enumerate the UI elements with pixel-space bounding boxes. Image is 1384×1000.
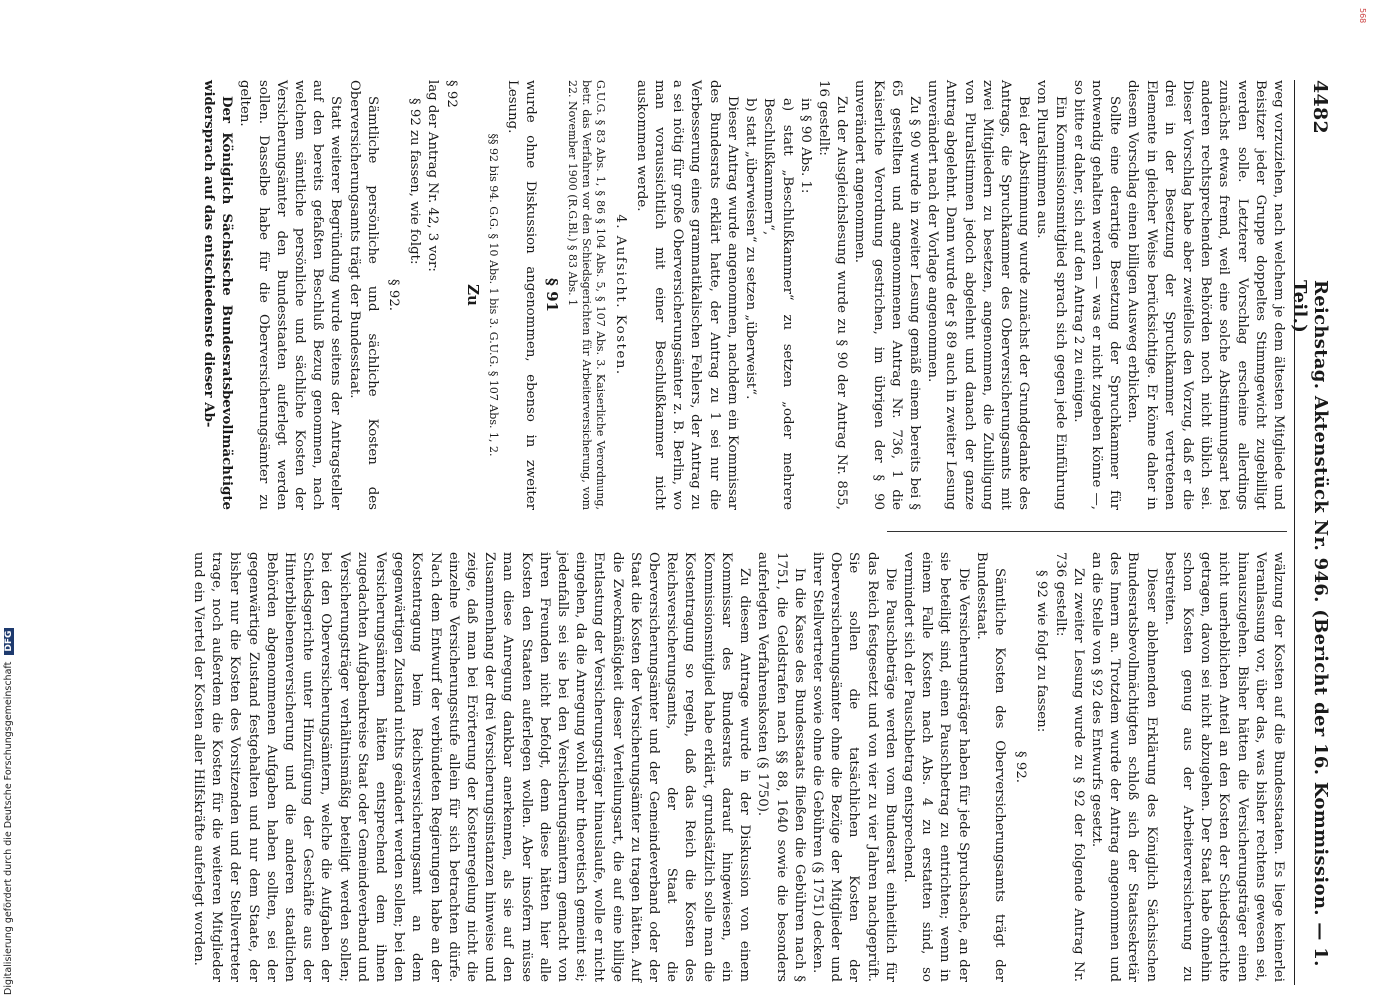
paragraph: Dieser Antrag wurde angenommen, nachdem ein Kommissar des Bundesrats erklärt hatte, der Antrag zu 1 sei nur die Verbesserung eines grammatikalischen Fehlers, der Antrag zu a sei nötig für große Oberversicherungsämter z. B. Berlin, wo man voraussichtlich mit einer Beschlußkammer nicht auskommen werde. bbox=[633, 80, 740, 510]
scan-corner-mark: 568 bbox=[1358, 8, 1367, 24]
list-item: in § 90 Abs. 1: bbox=[797, 98, 813, 194]
paragraph: Sämtliche Kosten des Oberversicherungsamts trägt der Bundesstaat. bbox=[973, 552, 1007, 982]
right-column bbox=[189, 552, 1287, 982]
paragraph: Bei der Abstimmung wurde zunächst der Grundgedanke des Antrags, die Spruchkammer des Oberversicherungsamts mit zwei Mitgliedern zu besetzen, angenommen, die Zubilligung von Pluralstimmen jedoch abgelehnt und danach der ganze Antrag abgelehnt. Dann wurde der § 89 auch in zweiter Lesung unverändert nach der Vorlage angenommen. bbox=[925, 80, 1032, 510]
paragraph: In die Kasse des Bundesstaats fließen die Gebühren nach § 1751, die Geldstrafen nach §§ 88, 1640 sowie die besonders auferlegten Verfahrenskosten (§ 1750). bbox=[755, 552, 807, 982]
list-item: § 92 wie folgt zu fassen: bbox=[1034, 570, 1050, 733]
paragraph: Der Königlich Sächsische Bundesratsbevollmächtigte widersprach auf das entschiedenste dieser Ab- bbox=[201, 80, 235, 510]
paragraph: Zu diesem Antrage wurde in der Diskussion von einem Kommissar des Bundesrats darauf hingewiesen, ein Kommissionsmitglied habe erklärt, grundsätzlich solle man die Kostentragung so regeln, daß das Reich die Kosten des Reichsversicherungsamts, der Staat die Oberversicherungsämter und der Gemeindeverband oder der Staat die Kosten der Versicherungsämter zu tragen hätten. Auf die Zweckmäßigkeit dieser Verteilungsart, die auf eine billige Entlastung der Versicherungsträger hinauslaufe, wolle er nicht eingehen, da die Anregung wohl mehr theoretisch gemeint sei; jedenfalls sei sie bei den Versicherungsämtern gemacht von ihren Freunden nicht befolgt, denn diese hätten hier alle Kosten den Staaten auferlegen wollen. Aber insofern müsse man diese Anregung dankbar anerkennen, als sie auf den Zusammenhang der drei Versicherungsinstanzen hinweise und zeige, daß man bei Erörterung der Kostenregelung nicht die einzelne Versicherungsstufe allein für sich betrachten dürfe. Nach dem Entwurf der verbündeten Regierungen habe an der Kostentragung beim Reichsversicherungsamt an dem gegenwärtigen Zustand nichts geändert werden sollen; bei den Versicherungsämtern hätten entsprechend dem ihnen zugedachten Aufgabenkreise Staat oder Gemeindeverband und Versicherungsträger verhältnismäßig beteiligt werden sollen; bei den Oberversicherungsämtern, welche die Aufgaben der Schiedsgerichte unter Hinzufügung der Geschäfte aus der Hinterbliebenenversicherung und die anderen staatlichen Behörden abgenommenen Aufgaben haben sollten, sei der gegenwärtige Zustand festgehalten und nur dem Staate, der bisher nur die Kosten des Vorsitzenden und der Stellvertreter trage, noch außerdem die Kosten für die weiteren Mitglieder und ein Viertel der Kosten aller Hilfskräfte auferlegt worden. bbox=[191, 552, 753, 982]
section-heading: 4. Aufsicht. Kosten. bbox=[612, 214, 628, 376]
list-item: a) statt „Beschlußkammer“ zu setzen „oder mehrere Beschlußkammern“, bbox=[761, 98, 795, 510]
paragraph: Die Pauschbeträge werden vom Bundesrat einheitlich für das Reich festgesetzt und von vier zu vier Jahren nachgeprüft. Sie sollen die tatsächlichen Kosten der Oberversicherungsämter ohne die Bezüge der Mitglieder und ihrer Stellvertreter sowie ohne die Gebühren (§ 1751) decken. bbox=[809, 552, 898, 982]
paragraph: Zu zweiter Lesung wurde zu § 92 der folgende Antrag Nr. 736 gestellt: bbox=[1052, 552, 1086, 982]
reference-note: G.U.G. § 83 Abs. 1, § 86 § 104 Abs. 5, § 107 Abs. 3. Kaiserliche Verordnung, betr. das Verfahren vor den Schiedsgerichten für Arbeiterversicherung, vom 22. November 1900 (R.G.Bl.) § 83 Abs. 1 bbox=[566, 80, 608, 510]
paragraph: Dieser ablehnenden Erklärung des Königlich Sächsischen Bundesratsbevollmächtigten schloß sich der Staatssekretär des Innern an. Trotzdem wurde der Antrag angenommen und an die Stelle von § 92 des Entwurfs gesetzt. bbox=[1088, 552, 1159, 982]
paragraph: lag der Antrag Nr. 42, 3 vor: bbox=[425, 80, 441, 272]
header-rule bbox=[1294, 80, 1295, 985]
column-divider bbox=[887, 531, 1287, 532]
digitization-note-text: Digitalisierung gefördert durch die Deutsche Forschungsgemeinschaft bbox=[3, 661, 14, 995]
paragraph: Statt weiterer Begründung wurde seitens der Antragsteller auf den bereits gefaßten Beschluß Bezug genommen, nach welchem sämtliche persönliche und sächliche Kosten der Versicherungsämter den Bundesstaaten auferlegt werden sollen. Dasselbe habe für die Oberversicherungsämter zu gelten. bbox=[237, 80, 344, 510]
paragraph: Zu § 90 wurde in zweiter Lesung gemäß einem bereits bei § 65 gestellten und angenommenen Antrag Nr. 736, 1 die Kaiserliche Verordnung gestrichen, im übrigen der § 90 unverändert angenommen. bbox=[852, 80, 922, 510]
paragraph: weg vorzuziehen, nach welchem je dem ältesten Mitgliede und Beisitzer jeder Gruppe doppeltes Stimmgewicht zugebilligt werden solle. Letzterer Vorschlag erscheine allerdings zunächst etwas fremd, weil eine solche Abstimmungsart bei anderen rechtsprechenden Behörden noch nicht üblich sei. Dieser Vorschlag habe aber zweifellos den Vorzug, daß er die drei in der Besetzung der Spruchkammer vertretenen Elemente in gleicher Weise berücksichtige. Er könne daher in diesem Vorschlag einen billigen Ausweg erblicken. bbox=[1125, 80, 1286, 510]
paragraph: Die Versicherungsträger haben für jede Spruchsache, an der sie beteiligt sind, einen Pauschbetrag zu entrichten; wenn in einem Falle Kosten nach Abs. 4 zu erstatten sind, so vermindert sich der Pauschbetrag entsprechend. bbox=[900, 552, 971, 982]
section-number: § 92. bbox=[1013, 750, 1029, 784]
list-item: § 92 zu fassen, wie folgt: bbox=[407, 98, 423, 265]
document-page bbox=[45, 80, 1335, 985]
digitization-note bbox=[3, 628, 14, 995]
paragraph: wälzung der Kosten auf die Bundesstaaten. Es liege keinerlei Veranlassung vor, über das, was bisher rechtens gewesen sei, hinauszugehen. Bisher hätten die Versicherungsträger einen nicht unerheblichen Anteil an den Kosten der Schiedsgerichte getragen, davon sei nicht abzugehen. Der Staat habe ohnehin schon Kosten genug aus der Arbeiterversicherung zu bestreiten. bbox=[1161, 552, 1286, 982]
reference-note: §§ 92 bis 94. G.G. § 10 Abs. 1 bis 3. G.U.G. § 107 Abs. 1, 2. bbox=[486, 133, 500, 457]
section-number: § 92. bbox=[386, 278, 402, 312]
paragraph: Ein Kommissionsmitglied sprach sich gegen jede Einführung von Pluralstimmen aus. bbox=[1034, 80, 1068, 510]
list-item: b) statt „überweisen“ zu setzen „überweist“. bbox=[743, 98, 759, 400]
dfg-logo-icon: DFG bbox=[4, 628, 14, 655]
paragraph: wurde ohne Diskussion angenommen, ebenso in zweiter Lesung. bbox=[505, 80, 539, 510]
left-column bbox=[199, 80, 1287, 510]
paragraph: § 92 bbox=[443, 80, 459, 108]
paragraph: Sollte eine derartige Besetzung der Spruchkammer für notwendig gehalten werden — was er nicht zugeben könne —, so bitte er daher, sich auf den Antrag 2 zu einigen. bbox=[1070, 80, 1123, 510]
page-header bbox=[1289, 80, 1335, 985]
section-number: Zu bbox=[463, 284, 482, 306]
page-number: 4482 bbox=[1309, 80, 1331, 135]
paragraph: Sämtliche persönliche und sächliche Kosten des Oberversicherungsamts trägt der Bundesstaat. bbox=[346, 80, 380, 510]
page-title: Reichstag. Aktenstück Nr. 946. (Bericht der 16. Kommission. — 1. Teil.) bbox=[1289, 280, 1331, 967]
section-number: § 91 bbox=[543, 278, 562, 312]
paragraph: Zu der Ausgleichslesung wurde zu § 90 der Antrag Nr. 855, 16 gestellt: bbox=[815, 80, 850, 510]
